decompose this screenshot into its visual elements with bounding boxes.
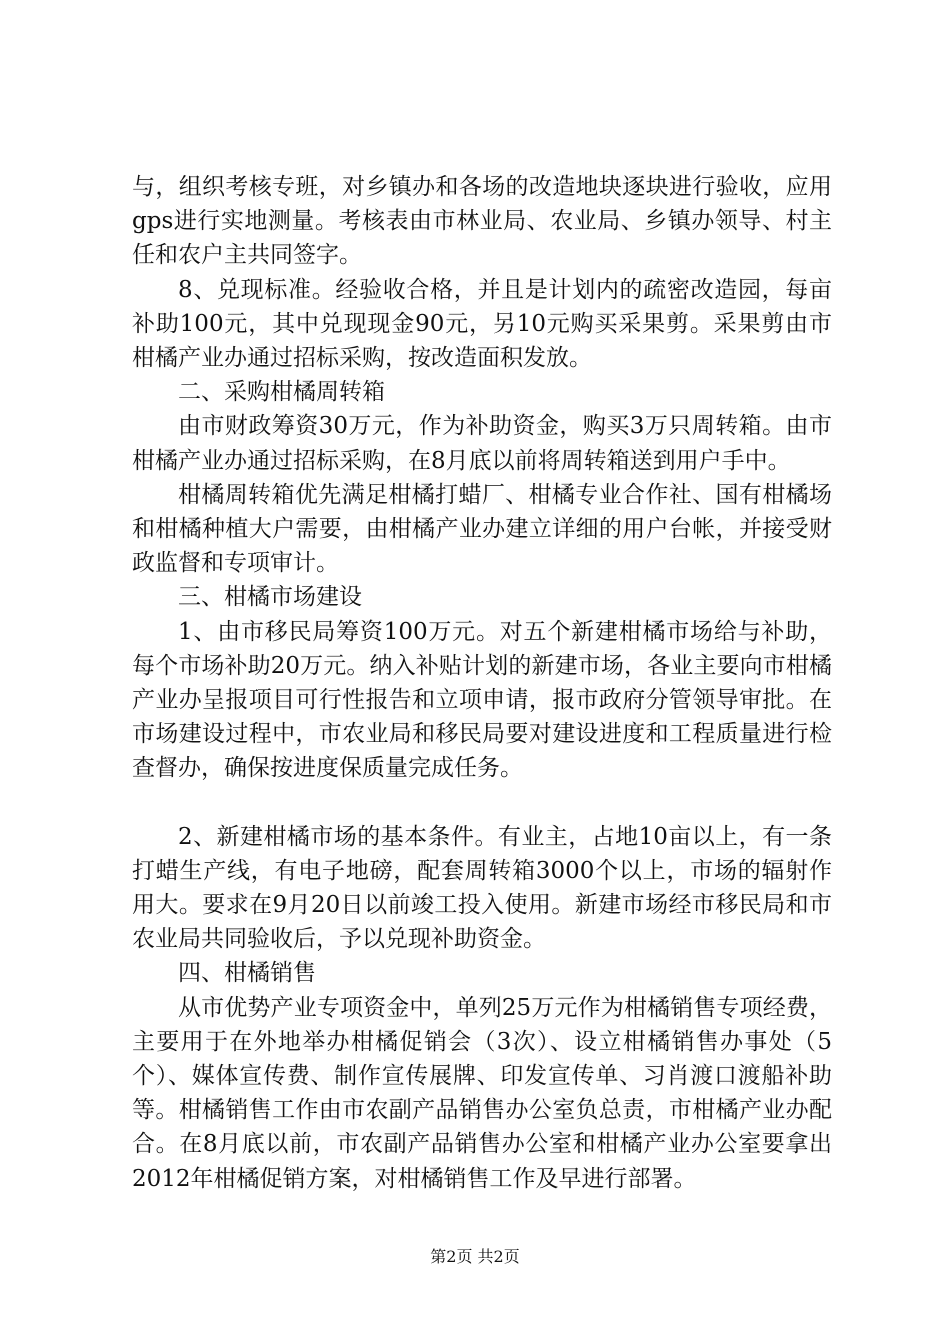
paragraph-turnover-box-priority: 柑橘周转箱优先满足柑橘打蜡厂、柑橘专业合作社、国有柑橘场和柑橘种植大户需要，由柑橘产业办建立详细的用户台帐，并接受财政监督和专项审计。	[132, 481, 832, 577]
paragraph-continuation: 与，组织考核专班，对乡镇办和各场的改造地块逐块进行验收，应用gps进行实地测量。考核表由市林业局、农业局、乡镇办领导、村主任和农户主共同签字。	[132, 174, 832, 269]
page-number-footer: 第2页 共2页	[430, 1247, 520, 1266]
paragraph-market-item-1: 1、由市移民局筹资100万元。对五个新建柑橘市场给与补助，每个市场补助20万元。纳入补贴计划的新建市场，各业主要向市柑橘产业办呈报项目可行性报告和立项申请，报市政府分管领导审批。在市场建设过程中，市农业局和移民局要对建设进度和工程质量进行检查督办，确保按进度保质量完成任务。	[132, 618, 832, 782]
paragraph-market-item-2: 2、新建柑橘市场的基本条件。有业主，占地10亩以上，有一条打蜡生产线，有电子地磅，配套周转箱3000个以上，市场的辐射作用大。要求在9月20日以前竣工投入使用。新建市场经市移民局和市农业局共同验收后，予以兑现补助资金。	[132, 823, 832, 953]
section-heading-3: 三、柑橘市场建设	[178, 584, 362, 611]
section-heading-2: 二、采购柑橘周转箱	[178, 379, 385, 406]
paragraph-turnover-box-funding: 由市财政筹资30万元，作为补助资金，购买3万只周转箱。由市柑橘产业办通过招标采购，在8月底以前将周转箱送到用户手中。	[132, 413, 832, 474]
paragraph-item-8: 8、兑现标准。经验收合格，并且是计划内的疏密改造园，每亩补助100元，其中兑现现金90元，另10元购买采果剪。采果剪由市柑橘产业办通过招标采购，按改造面积发放。	[132, 276, 832, 372]
document-body	[132, 170, 832, 1196]
section-heading-4: 四、柑橘销售	[178, 960, 316, 987]
paragraph-sales: 从市优势产业专项资金中，单列25万元作为柑橘销售专项经费，主要用于在外地举办柑橘促销会（3次）、设立柑橘销售办事处（5个）、媒体宣传费、制作宣传展牌、印发宣传单、习肖渡口渡船补助等。柑橘销售工作由市农副产品销售办公室负总责，市柑橘产业办配合。在8月底以前，市农副产品销售办公室和柑橘产业办公室要拿出2012年柑橘促销方案，对柑橘销售工作及早进行部署。	[132, 994, 832, 1192]
